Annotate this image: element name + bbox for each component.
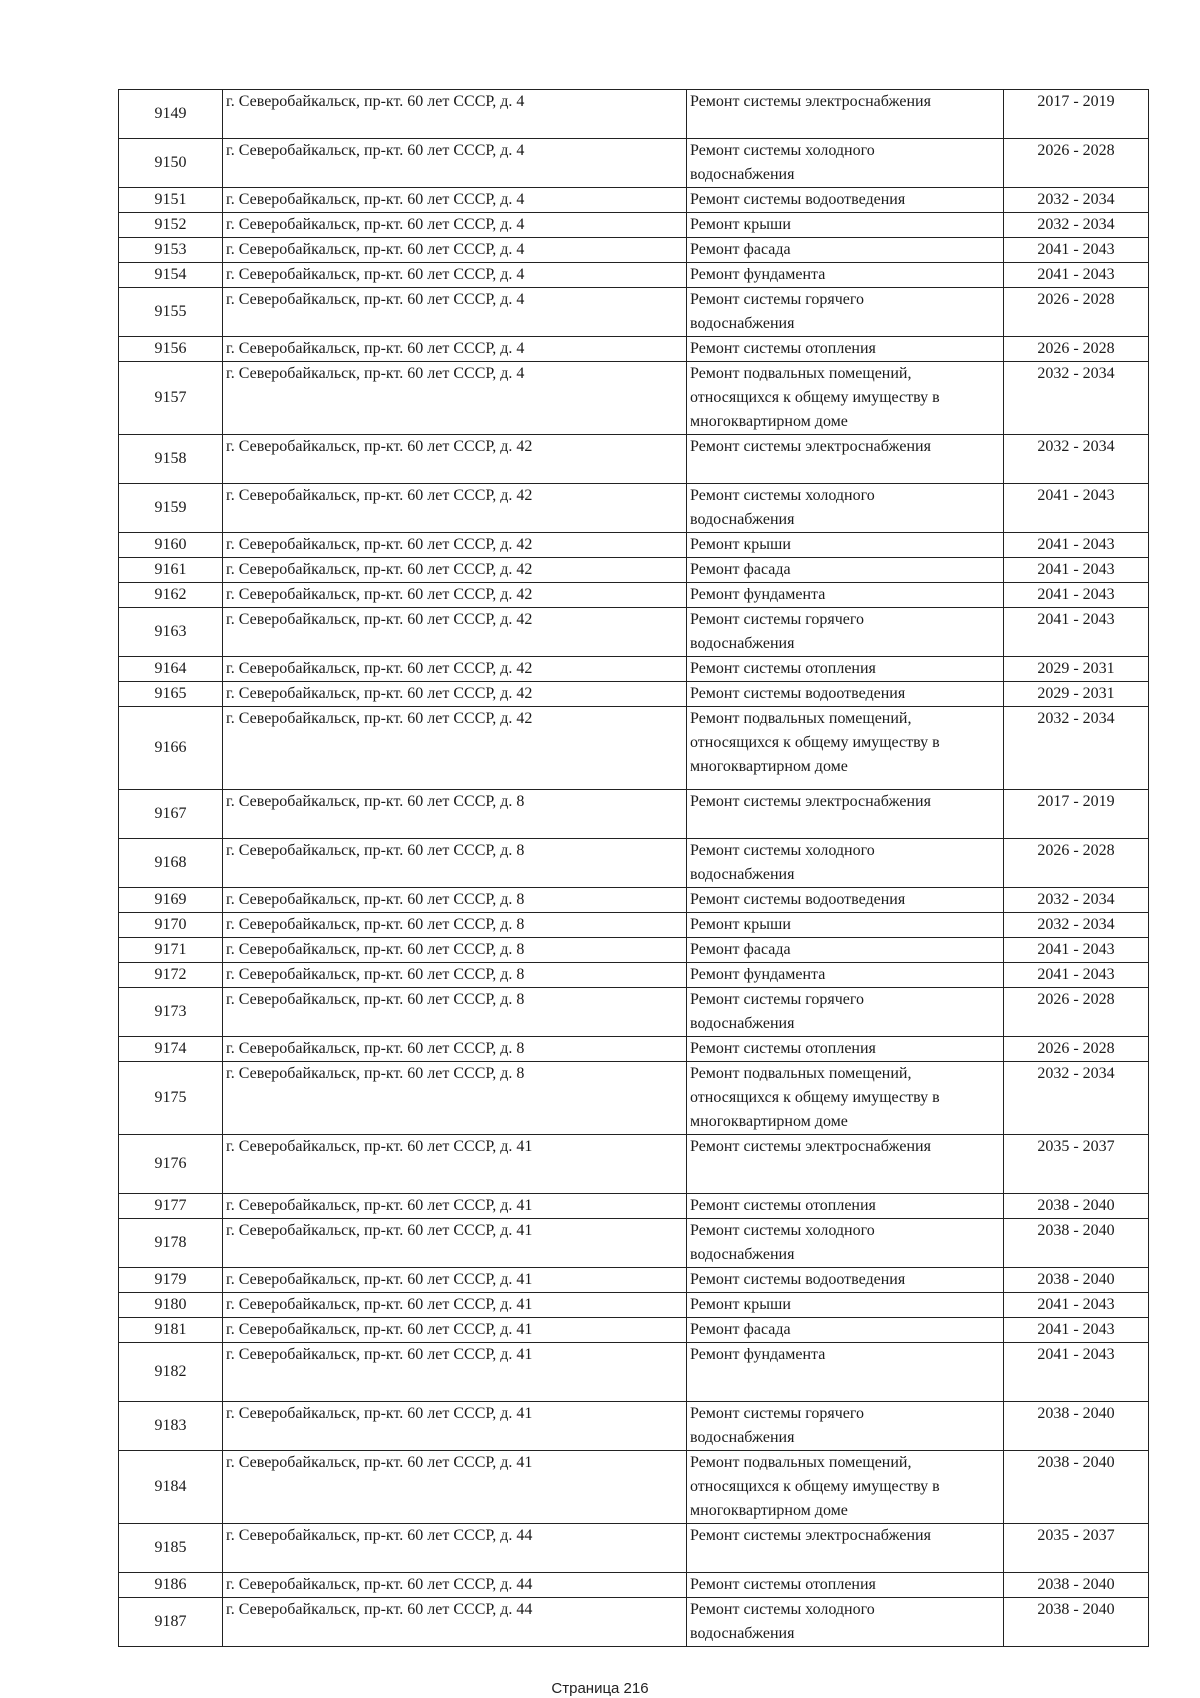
- address-cell: г. Северобайкальск, пр-кт. 60 лет СССР, д. 8: [223, 988, 687, 1037]
- work-line: водоснабжения: [690, 511, 795, 528]
- period-cell: 2038 - 2040: [1004, 1268, 1149, 1293]
- address-cell: г. Северобайкальск, пр-кт. 60 лет СССР, д. 44: [223, 1573, 687, 1598]
- table-row: [119, 1219, 1149, 1268]
- work-type-cell: [687, 988, 1004, 1037]
- table-row: [119, 1573, 1149, 1598]
- work-type-cell: [687, 839, 1004, 888]
- work-line: Ремонт фундамента: [690, 966, 826, 983]
- work-line: Ремонт системы водоотведения: [690, 1271, 906, 1288]
- address-cell: г. Северобайкальск, пр-кт. 60 лет СССР, д. 42: [223, 608, 687, 657]
- table-row: [119, 1135, 1149, 1194]
- work-line: Ремонт фасада: [690, 241, 791, 258]
- work-line: Ремонт системы водоотведения: [690, 191, 906, 208]
- table-row: [119, 790, 1149, 839]
- row-number: 9158: [119, 435, 223, 484]
- row-number: 9178: [119, 1219, 223, 1268]
- work-line: Ремонт системы отопления: [690, 340, 876, 357]
- period-cell: 2029 - 2031: [1004, 657, 1149, 682]
- work-line: Ремонт системы электроснабжения: [690, 1138, 931, 1155]
- work-line: Ремонт системы горячего: [690, 291, 865, 308]
- row-number: 9164: [119, 657, 223, 682]
- table-row: [119, 1524, 1149, 1573]
- address-cell: г. Северобайкальск, пр-кт. 60 лет СССР, д. 42: [223, 657, 687, 682]
- row-number: 9181: [119, 1318, 223, 1343]
- work-type-cell: [687, 337, 1004, 362]
- work-type-cell: [687, 1293, 1004, 1318]
- period-cell: 2026 - 2028: [1004, 1037, 1149, 1062]
- work-line: водоснабжения: [690, 166, 795, 183]
- period-cell: 2038 - 2040: [1004, 1219, 1149, 1268]
- period-cell: 2026 - 2028: [1004, 139, 1149, 188]
- address-cell: г. Северобайкальск, пр-кт. 60 лет СССР, д. 42: [223, 707, 687, 790]
- row-number: 9186: [119, 1573, 223, 1598]
- work-type-cell: [687, 435, 1004, 484]
- period-cell: 2038 - 2040: [1004, 1402, 1149, 1451]
- period-cell: 2038 - 2040: [1004, 1451, 1149, 1524]
- table-row: [119, 362, 1149, 435]
- work-type-cell: [687, 362, 1004, 435]
- work-type-cell: [687, 1268, 1004, 1293]
- period-cell: 2032 - 2034: [1004, 435, 1149, 484]
- work-line: водоснабжения: [690, 1625, 795, 1642]
- work-line: Ремонт крыши: [690, 536, 791, 553]
- table-row: [119, 913, 1149, 938]
- work-type-cell: [687, 213, 1004, 238]
- table-row: [119, 1343, 1149, 1402]
- row-number: 9155: [119, 288, 223, 337]
- period-cell: 2041 - 2043: [1004, 484, 1149, 533]
- work-line: Ремонт системы электроснабжения: [690, 1527, 931, 1544]
- address-cell: г. Северобайкальск, пр-кт. 60 лет СССР, д. 41: [223, 1293, 687, 1318]
- work-line: Ремонт системы водоотведения: [690, 685, 906, 702]
- work-line: относящихся к общему имуществу в: [690, 734, 940, 751]
- work-line: водоснабжения: [690, 1015, 795, 1032]
- period-cell: 2041 - 2043: [1004, 963, 1149, 988]
- work-line: водоснабжения: [690, 1429, 795, 1446]
- table-row: [119, 888, 1149, 913]
- table-row: [119, 238, 1149, 263]
- period-cell: 2017 - 2019: [1004, 90, 1149, 139]
- address-cell: г. Северобайкальск, пр-кт. 60 лет СССР, д. 8: [223, 1037, 687, 1062]
- work-line: Ремонт подвальных помещений,: [690, 1065, 912, 1082]
- work-type-cell: [687, 533, 1004, 558]
- work-line: водоснабжения: [690, 635, 795, 652]
- address-cell: г. Северобайкальск, пр-кт. 60 лет СССР, д. 44: [223, 1524, 687, 1573]
- table-row: [119, 1598, 1149, 1647]
- table-row: [119, 288, 1149, 337]
- address-cell: г. Северобайкальск, пр-кт. 60 лет СССР, д. 42: [223, 533, 687, 558]
- work-type-cell: [687, 707, 1004, 790]
- address-cell: г. Северобайкальск, пр-кт. 60 лет СССР, д. 4: [223, 213, 687, 238]
- period-cell: 2029 - 2031: [1004, 682, 1149, 707]
- address-cell: г. Северобайкальск, пр-кт. 60 лет СССР, д. 41: [223, 1194, 687, 1219]
- row-number: 9175: [119, 1062, 223, 1135]
- address-cell: г. Северобайкальск, пр-кт. 60 лет СССР, д. 42: [223, 682, 687, 707]
- row-number: 9173: [119, 988, 223, 1037]
- period-cell: 2035 - 2037: [1004, 1524, 1149, 1573]
- row-number: 9152: [119, 213, 223, 238]
- row-number: 9172: [119, 963, 223, 988]
- row-number: 9171: [119, 938, 223, 963]
- work-line: многоквартирном доме: [690, 413, 848, 430]
- work-type-cell: [687, 1318, 1004, 1343]
- work-type-cell: [687, 288, 1004, 337]
- table-row: [119, 583, 1149, 608]
- period-cell: 2032 - 2034: [1004, 188, 1149, 213]
- row-number: 9151: [119, 188, 223, 213]
- work-line: Ремонт системы электроснабжения: [690, 438, 931, 455]
- address-cell: г. Северобайкальск, пр-кт. 60 лет СССР, д. 4: [223, 90, 687, 139]
- work-line: Ремонт системы холодного: [690, 142, 875, 159]
- address-cell: г. Северобайкальск, пр-кт. 60 лет СССР, д. 44: [223, 1598, 687, 1647]
- work-line: Ремонт фасада: [690, 941, 791, 958]
- table-row: [119, 435, 1149, 484]
- work-line: Ремонт крыши: [690, 916, 791, 933]
- row-number: 9184: [119, 1451, 223, 1524]
- table-row: [119, 657, 1149, 682]
- table-row: [119, 263, 1149, 288]
- table-row: [119, 1268, 1149, 1293]
- address-cell: г. Северобайкальск, пр-кт. 60 лет СССР, д. 8: [223, 790, 687, 839]
- work-line: многоквартирном доме: [690, 758, 848, 775]
- work-type-cell: [687, 558, 1004, 583]
- table-row: [119, 1037, 1149, 1062]
- address-cell: г. Северобайкальск, пр-кт. 60 лет СССР, д. 4: [223, 263, 687, 288]
- work-type-cell: [687, 1451, 1004, 1524]
- period-cell: 2026 - 2028: [1004, 288, 1149, 337]
- period-cell: 2032 - 2034: [1004, 362, 1149, 435]
- work-line: Ремонт подвальных помещений,: [690, 710, 912, 727]
- works-table-body: [119, 90, 1149, 1647]
- work-line: Ремонт системы водоотведения: [690, 891, 906, 908]
- period-cell: 2032 - 2034: [1004, 913, 1149, 938]
- period-cell: 2026 - 2028: [1004, 337, 1149, 362]
- row-number: 9177: [119, 1194, 223, 1219]
- table-row: [119, 1402, 1149, 1451]
- row-number: 9166: [119, 707, 223, 790]
- work-line: Ремонт фундамента: [690, 266, 826, 283]
- work-line: относящихся к общему имуществу в: [690, 389, 940, 406]
- period-cell: 2041 - 2043: [1004, 938, 1149, 963]
- work-type-cell: [687, 1062, 1004, 1135]
- address-cell: г. Северобайкальск, пр-кт. 60 лет СССР, д. 4: [223, 139, 687, 188]
- row-number: 9157: [119, 362, 223, 435]
- address-cell: г. Северобайкальск, пр-кт. 60 лет СССР, д. 8: [223, 938, 687, 963]
- work-line: Ремонт системы холодного: [690, 842, 875, 859]
- row-number: 9153: [119, 238, 223, 263]
- table-row: [119, 1194, 1149, 1219]
- period-cell: 2032 - 2034: [1004, 888, 1149, 913]
- work-line: Ремонт подвальных помещений,: [690, 365, 912, 382]
- row-number: 9154: [119, 263, 223, 288]
- work-line: Ремонт системы отопления: [690, 1197, 876, 1214]
- work-line: Ремонт фундамента: [690, 1346, 826, 1363]
- address-cell: г. Северобайкальск, пр-кт. 60 лет СССР, д. 8: [223, 839, 687, 888]
- address-cell: г. Северобайкальск, пр-кт. 60 лет СССР, д. 41: [223, 1318, 687, 1343]
- period-cell: 2041 - 2043: [1004, 608, 1149, 657]
- row-number: 9156: [119, 337, 223, 362]
- work-type-cell: [687, 963, 1004, 988]
- work-line: Ремонт фасада: [690, 561, 791, 578]
- table-row: [119, 707, 1149, 790]
- period-cell: 2032 - 2034: [1004, 707, 1149, 790]
- work-type-cell: [687, 608, 1004, 657]
- table-row: [119, 963, 1149, 988]
- work-line: Ремонт крыши: [690, 216, 791, 233]
- period-cell: 2035 - 2037: [1004, 1135, 1149, 1194]
- work-line: относящихся к общему имуществу в: [690, 1478, 940, 1495]
- address-cell: г. Северобайкальск, пр-кт. 60 лет СССР, д. 8: [223, 888, 687, 913]
- work-type-cell: [687, 1573, 1004, 1598]
- work-line: Ремонт системы отопления: [690, 1040, 876, 1057]
- table-row: [119, 213, 1149, 238]
- address-cell: г. Северобайкальск, пр-кт. 60 лет СССР, д. 4: [223, 288, 687, 337]
- period-cell: 2032 - 2034: [1004, 1062, 1149, 1135]
- page-number: Страница 216: [551, 1680, 649, 1697]
- work-type-cell: [687, 1194, 1004, 1219]
- work-type-cell: [687, 238, 1004, 263]
- row-number: 9162: [119, 583, 223, 608]
- work-type-cell: [687, 1402, 1004, 1451]
- table-row: [119, 90, 1149, 139]
- row-number: 9187: [119, 1598, 223, 1647]
- period-cell: 2038 - 2040: [1004, 1573, 1149, 1598]
- work-line: водоснабжения: [690, 315, 795, 332]
- work-line: Ремонт системы горячего: [690, 611, 865, 628]
- row-number: 9161: [119, 558, 223, 583]
- work-type-cell: [687, 657, 1004, 682]
- period-cell: 2038 - 2040: [1004, 1194, 1149, 1219]
- address-cell: г. Северобайкальск, пр-кт. 60 лет СССР, д. 41: [223, 1451, 687, 1524]
- table-row: [119, 839, 1149, 888]
- work-line: Ремонт системы электроснабжения: [690, 793, 931, 810]
- row-number: 9150: [119, 139, 223, 188]
- work-line: Ремонт подвальных помещений,: [690, 1454, 912, 1471]
- table-row: [119, 558, 1149, 583]
- table-row: [119, 188, 1149, 213]
- row-number: 9182: [119, 1343, 223, 1402]
- row-number: 9163: [119, 608, 223, 657]
- row-number: 9169: [119, 888, 223, 913]
- work-line: многоквартирном доме: [690, 1502, 848, 1519]
- work-type-cell: [687, 484, 1004, 533]
- work-line: Ремонт крыши: [690, 1296, 791, 1313]
- row-number: 9170: [119, 913, 223, 938]
- row-number: 9183: [119, 1402, 223, 1451]
- row-number: 9149: [119, 90, 223, 139]
- table-row: [119, 682, 1149, 707]
- period-cell: 2041 - 2043: [1004, 1318, 1149, 1343]
- address-cell: г. Северобайкальск, пр-кт. 60 лет СССР, д. 42: [223, 484, 687, 533]
- period-cell: 2017 - 2019: [1004, 790, 1149, 839]
- address-cell: г. Северобайкальск, пр-кт. 60 лет СССР, д. 8: [223, 1062, 687, 1135]
- work-type-cell: [687, 1343, 1004, 1402]
- work-line: Ремонт системы холодного: [690, 1222, 875, 1239]
- work-line: Ремонт системы холодного: [690, 487, 875, 504]
- period-cell: 2041 - 2043: [1004, 558, 1149, 583]
- work-line: Ремонт системы холодного: [690, 1601, 875, 1618]
- row-number: 9168: [119, 839, 223, 888]
- work-line: Ремонт системы отопления: [690, 1576, 876, 1593]
- table-row: [119, 1451, 1149, 1524]
- table-row: [119, 1293, 1149, 1318]
- period-cell: 2041 - 2043: [1004, 1293, 1149, 1318]
- work-type-cell: [687, 90, 1004, 139]
- address-cell: г. Северобайкальск, пр-кт. 60 лет СССР, д. 41: [223, 1343, 687, 1402]
- address-cell: г. Северобайкальск, пр-кт. 60 лет СССР, д. 42: [223, 435, 687, 484]
- work-type-cell: [687, 682, 1004, 707]
- period-cell: 2041 - 2043: [1004, 533, 1149, 558]
- address-cell: г. Северобайкальск, пр-кт. 60 лет СССР, д. 41: [223, 1219, 687, 1268]
- work-type-cell: [687, 1524, 1004, 1573]
- work-line: Ремонт фундамента: [690, 586, 826, 603]
- address-cell: г. Северобайкальск, пр-кт. 60 лет СССР, д. 41: [223, 1402, 687, 1451]
- table-row: [119, 1062, 1149, 1135]
- table-row: [119, 608, 1149, 657]
- work-line: многоквартирном доме: [690, 1113, 848, 1130]
- work-type-cell: [687, 1598, 1004, 1647]
- period-cell: 2041 - 2043: [1004, 583, 1149, 608]
- work-line: Ремонт системы горячего: [690, 1405, 865, 1422]
- work-type-cell: [687, 938, 1004, 963]
- address-cell: г. Северобайкальск, пр-кт. 60 лет СССР, д. 4: [223, 337, 687, 362]
- work-type-cell: [687, 188, 1004, 213]
- row-number: 9160: [119, 533, 223, 558]
- work-type-cell: [687, 790, 1004, 839]
- table-row: [119, 988, 1149, 1037]
- address-cell: г. Северобайкальск, пр-кт. 60 лет СССР, д. 4: [223, 188, 687, 213]
- period-cell: 2026 - 2028: [1004, 988, 1149, 1037]
- work-line: водоснабжения: [690, 866, 795, 883]
- address-cell: г. Северобайкальск, пр-кт. 60 лет СССР, д. 42: [223, 583, 687, 608]
- row-number: 9159: [119, 484, 223, 533]
- address-cell: г. Северобайкальск, пр-кт. 60 лет СССР, д. 42: [223, 558, 687, 583]
- address-cell: г. Северобайкальск, пр-кт. 60 лет СССР, д. 41: [223, 1268, 687, 1293]
- row-number: 9174: [119, 1037, 223, 1062]
- address-cell: г. Северобайкальск, пр-кт. 60 лет СССР, д. 4: [223, 362, 687, 435]
- table-row: [119, 938, 1149, 963]
- table-row: [119, 533, 1149, 558]
- work-type-cell: [687, 888, 1004, 913]
- period-cell: 2032 - 2034: [1004, 213, 1149, 238]
- address-cell: г. Северобайкальск, пр-кт. 60 лет СССР, д. 8: [223, 913, 687, 938]
- row-number: 9185: [119, 1524, 223, 1573]
- address-cell: г. Северобайкальск, пр-кт. 60 лет СССР, д. 8: [223, 963, 687, 988]
- row-number: 9180: [119, 1293, 223, 1318]
- works-table: [118, 89, 1149, 1647]
- work-line: Ремонт системы отопления: [690, 660, 876, 677]
- table-row: [119, 337, 1149, 362]
- table-row: [119, 139, 1149, 188]
- work-line: Ремонт фасада: [690, 1321, 791, 1338]
- work-type-cell: [687, 1219, 1004, 1268]
- row-number: 9176: [119, 1135, 223, 1194]
- work-line: водоснабжения: [690, 1246, 795, 1263]
- period-cell: 2041 - 2043: [1004, 1343, 1149, 1402]
- address-cell: г. Северобайкальск, пр-кт. 60 лет СССР, д. 41: [223, 1135, 687, 1194]
- row-number: 9167: [119, 790, 223, 839]
- work-type-cell: [687, 913, 1004, 938]
- period-cell: 2026 - 2028: [1004, 839, 1149, 888]
- work-line: относящихся к общему имуществу в: [690, 1089, 940, 1106]
- row-number: 9165: [119, 682, 223, 707]
- period-cell: 2041 - 2043: [1004, 263, 1149, 288]
- work-type-cell: [687, 1037, 1004, 1062]
- work-line: Ремонт системы горячего: [690, 991, 865, 1008]
- work-type-cell: [687, 139, 1004, 188]
- work-line: Ремонт системы электроснабжения: [690, 93, 931, 110]
- period-cell: 2038 - 2040: [1004, 1598, 1149, 1647]
- work-type-cell: [687, 263, 1004, 288]
- table-row: [119, 484, 1149, 533]
- row-number: 9179: [119, 1268, 223, 1293]
- address-cell: г. Северобайкальск, пр-кт. 60 лет СССР, д. 4: [223, 238, 687, 263]
- work-type-cell: [687, 583, 1004, 608]
- period-cell: 2041 - 2043: [1004, 238, 1149, 263]
- work-type-cell: [687, 1135, 1004, 1194]
- table-row: [119, 1318, 1149, 1343]
